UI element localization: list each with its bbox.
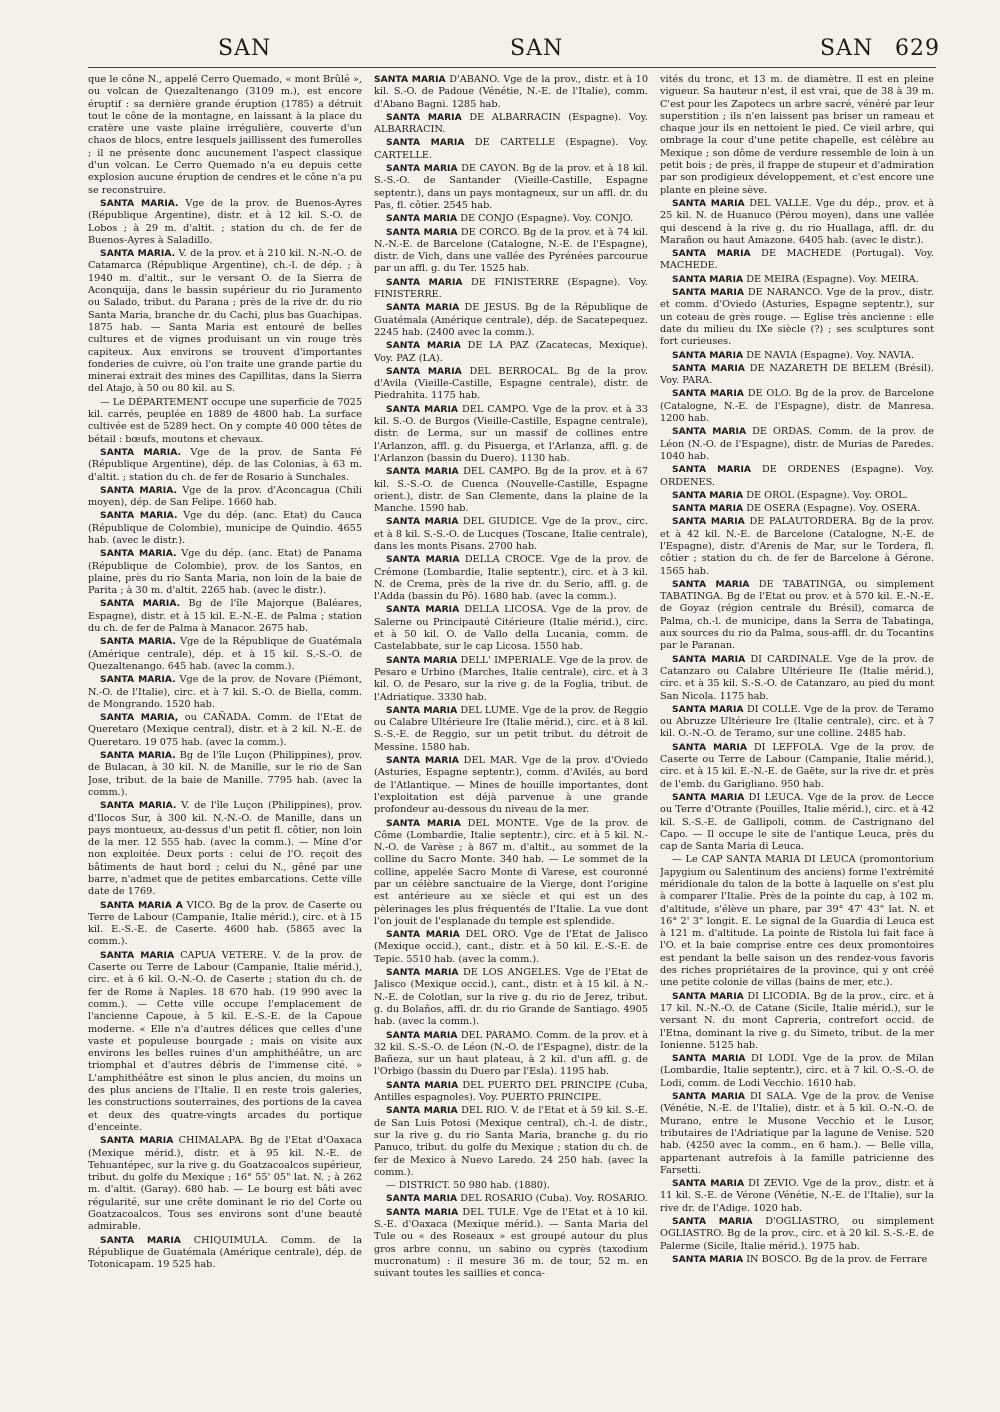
entry-headword: SANTA MARIA. bbox=[100, 750, 176, 762]
entry-headword: SANTA MARIA bbox=[672, 578, 750, 590]
entry-text: D'OGLIASTRO, ou simplement OGLIASTRO. Bg de la prov., circ. et à 20 kil. S.-S.-E. de Palerme (Sicile, Italie mérid.). 1975 hab. bbox=[660, 1216, 934, 1252]
entry-text: Vge du dép. (anc. Etat) de Panama (République de Colombie), prov. de los Santos, en plaine, près du rio Santa Maria, non loin de la baie de Parita ; à 30 m. d'altit. 2265 hab. (avec le distr.). bbox=[88, 548, 362, 597]
entry-text: DE CONJO (Espagne). Voy. CONJO. bbox=[460, 213, 634, 225]
dictionary-entry bbox=[374, 755, 648, 816]
entry-text: DE OSERA (Espagne). Voy. OSERA. bbox=[746, 503, 921, 515]
entry-headword: SANTA MARIA bbox=[386, 604, 460, 616]
dictionary-entry bbox=[374, 1080, 648, 1105]
entry-text: DEL LUME. Vge de la prov. de Reggio ou Calabre Ultérieure Ire (Italie mérid.), circ. et à 8 kil. S.-S.-E. de Reggio, sur un petit tribut. du détroit de Messine. 1580 hab. bbox=[374, 704, 648, 753]
dictionary-entry bbox=[374, 1105, 648, 1179]
entry-headword: SANTA MARIA bbox=[672, 489, 744, 501]
entry-headword: SANTA MARIA bbox=[100, 1234, 181, 1246]
dictionary-entry bbox=[660, 1178, 934, 1215]
entry-headword: SANTA MARIA bbox=[672, 703, 744, 715]
entry-headword: SANTA MARIA bbox=[386, 1206, 459, 1218]
entry-headword: SANTA MARIA. bbox=[100, 598, 181, 610]
entry-text: DI COLLE. Vge de la prov. de Teramo ou Abruzze Ultérieure Ire (Italie centrale), circ. et à 7 kil. O.-N.-O. de Teramo, sur une colline. 2485 hab. bbox=[660, 703, 934, 740]
entry-text: DEL MONTE. Vge de la prov. de Côme (Lombardie, Italie septentr.), circ. et à 5 kil. N.-N.-O. de Varèse ; à 867 m. d'altit., au sommet de la colline du Sacro Monte. 340 hab. — Le sommet de la colline, appelée Sacro Monte di Varese, est couronné par un célèbre sanctuaire de la Vierge, dont l'origine est antérieure au xe siècle et qui est un des pèlerinages les plus fréquentés de l'Italie. La vue dont l'on jouit de l'esplanade du temple est splendide. bbox=[374, 817, 648, 927]
header-center: SAN bbox=[510, 36, 564, 61]
entry-text: DELLA CROCE. Vge de la prov. de Crémone (Lombardie, Italie septentr.), circ. et à 3 kil. N. de Crema, près de la rive dr. du Serio, affl. g. de l'Adda (bassin du Pô). 1680 hab. (avec la comm.). bbox=[374, 554, 648, 603]
entry-headword: SANTA MARIA bbox=[672, 653, 746, 665]
dictionary-entry bbox=[88, 598, 362, 635]
dictionary-entry bbox=[660, 1254, 934, 1266]
dictionary-entry bbox=[374, 554, 648, 603]
entry-headword: SANTA MARIA. bbox=[100, 548, 177, 560]
dictionary-entry bbox=[660, 350, 934, 362]
entry-text: — Le CAP SANTA MARIA DI LEUCA (promontorium Japygium ou Salentinum des anciens) forme l'extrémité méridionale du talon de la botte à laquelle on s'est plu à comparer l'Italie. Près de la pointe du cap, à 102 m. d'altitude, s'élève un phare, par 39° 47' 43" lat. N. et 16° 2' 3" longit. E. Le signal de la Guardia di Leuca est à 121 m. d'altitude. La pointe de Ristola lui fait face à l'O. et la baie comprise entre ces deux promontoires est pendant la belle saison un des rendez-vous favoris des riches propriétaires de la province, qui y ont créé une petite colonie de villas (bains de mer, etc.). bbox=[660, 854, 934, 989]
entry-text: CHIQUIMULA. Comm. de la République de Guatémala (Amérique centrale), dép. de Totonicapam. 19 525 hab. bbox=[88, 1234, 362, 1271]
dictionary-entry bbox=[660, 704, 934, 741]
dictionary-entry bbox=[660, 854, 934, 989]
entry-headword: SANTA MARIA bbox=[672, 273, 744, 285]
entry-text: ou CAÑADA. Comm. de l'Etat de Queretaro (Mexique central), distr. et à 2 kil. N.-E. de Queretaro. 19 075 hab. (avec la comm.). bbox=[88, 712, 362, 748]
entry-text: Vge de la prov. de Novare (Piémont, N.-O. de l'Italie), circ. et à 7 kil. S.-O. de Biella, comm. de Mongrando. 1520 hab. bbox=[88, 674, 362, 710]
entry-headword: SANTA MARIA bbox=[386, 1029, 458, 1041]
entry-headword: SANTA MARIA bbox=[386, 340, 461, 352]
dictionary-entry bbox=[88, 636, 362, 673]
entry-headword: SANTA MARIA bbox=[100, 949, 175, 961]
entry-text: Vge de la prov. d'Aconcagua (Chili moyen), dép. de San Felipe. 1660 hab. bbox=[88, 484, 362, 509]
entry-headword: SANTA MARIA bbox=[672, 426, 747, 438]
entry-headword: SANTA MARIA bbox=[100, 1135, 174, 1147]
dictionary-entry bbox=[374, 366, 648, 403]
entry-headword: SANTA MARIA bbox=[672, 1216, 753, 1228]
entry-headword: SANTA MARIA bbox=[672, 1053, 746, 1065]
dictionary-entry bbox=[88, 712, 362, 749]
entry-headword: SANTA MARIA bbox=[672, 503, 744, 515]
entry-headword: SANTA MARIA A bbox=[100, 899, 183, 911]
dictionary-entry bbox=[88, 1135, 362, 1233]
entry-headword: SANTA MARIA bbox=[672, 197, 745, 209]
entry-headword: SANTA MARIA bbox=[386, 365, 462, 377]
dictionary-entry bbox=[660, 579, 934, 653]
dictionary-entry bbox=[88, 74, 362, 197]
entry-text: DEL MAR. Vge de la prov. d'Oviedo (Asturies, Espagne septentr.), comm. d'Avilés, au bord de l'Atlantique. — Mines de houille importantes, dont l'exploitation est déjà parvenue à une grande profondeur au-dessous du niveau de la mer. bbox=[374, 755, 648, 816]
dictionary-entry bbox=[374, 967, 648, 1028]
dictionary-entry bbox=[374, 705, 648, 754]
dictionary-entry bbox=[660, 1091, 934, 1177]
dictionary-entry bbox=[374, 74, 648, 111]
entry-headword: SANTA MARIA bbox=[672, 990, 744, 1002]
entry-headword: SANTA MARIA bbox=[386, 654, 458, 666]
dictionary-entry bbox=[374, 1180, 648, 1192]
entry-headword: SANTA MARIA. bbox=[100, 510, 178, 522]
entry-text: D'ABANO. Vge de la prov., distr. et à 10 kil. S.-O. de Padoue (Vénétie, N.-E. de l'Italie), comm. d'Abano Bagni. 1285 hab. bbox=[374, 74, 648, 110]
dictionary-entry bbox=[374, 404, 648, 465]
dictionary-entry bbox=[88, 485, 362, 510]
entry-text: DI CARDINALE. Vge de la prov. de Catanzaro ou Calabre Ultérieure IIe (Italie mérid.), circ. et à 35 kil. S.-S.-O. de Catanzaro, au pied du mont San Nicola. 1175 hab. bbox=[660, 653, 934, 702]
entry-text: DE NAZARETH DE BELEM (Brésil). Voy. PARA. bbox=[660, 362, 934, 387]
dictionary-entry bbox=[88, 1235, 362, 1272]
entry-headword: SANTA MARIA bbox=[386, 755, 459, 767]
dictionary-entry bbox=[374, 340, 648, 365]
dictionary-entry bbox=[374, 929, 648, 966]
entry-headword: SANTA MARIA bbox=[386, 466, 459, 478]
dictionary-entry bbox=[374, 1193, 648, 1205]
header-right: SAN bbox=[820, 36, 874, 61]
dictionary-entry bbox=[88, 950, 362, 1134]
dictionary-entry bbox=[660, 198, 934, 247]
entry-headword: SANTA MARIA bbox=[386, 554, 460, 566]
entry-text: DE ORDENES (Espagne). Voy. ORDENES. bbox=[660, 464, 934, 488]
dictionary-entry bbox=[374, 604, 648, 653]
dictionary-entry bbox=[660, 503, 934, 515]
dictionary-entry bbox=[88, 198, 362, 247]
entry-text: DEL RIO. V. de l'Etat et à 59 kil. S.-E. de San Luis Potosi (Mexique central), ch.-l. de distr., sur la rive g. du rio Santa Maria, branche g. du rio Panuco, tribut. du golfe du Mexique ; station du ch. de fer de Mexico à Nuevo Laredo. 24 250 hab. (avec la comm.). bbox=[374, 1105, 648, 1178]
entry-text: DE LA PAZ (Zacatecas, Mexique). Voy. PAZ (LA). bbox=[374, 340, 648, 364]
dictionary-entry bbox=[374, 1207, 648, 1281]
dictionary-entry bbox=[88, 900, 362, 949]
entry-headword: SANTA MARIA bbox=[386, 163, 458, 175]
dictionary-entry bbox=[660, 388, 934, 425]
dictionary-entry bbox=[660, 991, 934, 1052]
entry-text: DE CAYON. Bg de la prov. et à 18 kil. S.-S.-O. de Santander (Vieille-Castille, Espagne septentr.), dans un pays montagneux, sur un affl. dr. du Pas, fl. côtier. 2545 hab. bbox=[374, 163, 648, 211]
entry-text: que le cône N., appelé Cerro Quemado, « mont Brûlé », ou volcan de Quezaltenango (3109 m.), est encore éruptif : sa dernière grande éruption (1785) a détruit tout le cône de la montagne, en laissant à la place du cratère une vaste plaine irrégulière, couverte d'un chaos de blocs, entre lesquels jaillissent des fumerolles ; il ne présente donc aucunement l'aspect classique d'un volcan. Le Cerro Quemado n'a eu depuis cette explosion aucune éruption de cendres et le cône n'a pu se reconstruire. bbox=[88, 74, 362, 196]
entry-headword: SANTA MARIA bbox=[672, 516, 745, 528]
entry-headword: SANTA MARIA. bbox=[100, 636, 176, 648]
dictionary-entry bbox=[374, 213, 648, 225]
running-header bbox=[60, 30, 940, 70]
dictionary-entry bbox=[660, 426, 934, 463]
entry-headword: SANTA MARIA. bbox=[100, 800, 177, 812]
entry-text: DEL GIUDICE. Vge de la prov., circ. et à 8 kil. S.-S.-O. de Lucques (Toscane, Italie centrale), dans les monts Pisans. 2700 hab. bbox=[374, 516, 648, 552]
entry-text: V. de l'île Luçon (Philippines), prov. d'Ilocos Sur, à 300 kil. N.-N.-O. de Manille, dans un pays montueux, au-dessus d'un petit fl. côtier, non loin de la mer. 12 555 hab. (avec la comm.). — Mine d'or non exploitée. Deux ports : celui de l'O. reçoit des bâtiments de haut bord ; celui du N., gêné par une barre, n'admet que de petites embarcations. Cette ville date de 1769. bbox=[88, 800, 362, 898]
entry-headword: SANTA MARIA bbox=[672, 741, 747, 753]
entry-text: DELLA LICOSA. Vge de la prov. de Salerne ou Principauté Citérieure (Italie mérid.), circ. et à 50 kil. O. de Vallo della Lucania, comm. de Castelabbate, sur le cap Licosa. 1550 hab. bbox=[374, 604, 648, 653]
entry-text: DE PALAUTORDERA. Bg de la prov. et à 42 kil. N.-E. de Barcelone (Catalogne, N.-E. de l'Espagne), distr. d'Arenis de Mar, sur le Tordera, fl. côtier ; station du ch. de fer de Barcelone à Gérone. 1565 hab. bbox=[660, 516, 934, 577]
entry-text: DE MEIRA (Espagne). Voy. MEIRA. bbox=[746, 273, 919, 285]
entry-text: IN BOSCO. Bg de la prov. de Ferrare bbox=[746, 1253, 928, 1265]
entry-headword: SANTA MARIA. bbox=[100, 484, 177, 496]
entry-headword: SANTA MARIA bbox=[386, 1079, 459, 1091]
entry-headword: SANTA MARIA bbox=[672, 362, 745, 374]
entry-headword: SANTA MARIA bbox=[386, 1105, 458, 1117]
entry-headword: SANTA MARIA bbox=[672, 1178, 745, 1190]
entry-text: DEL PARAMO. Comm. de la prov. et à 32 kil. S.-S.-O. de Léon (N.-O. de l'Espagne), distr. de la Bañeza, sur un haut plateau, à 2 kil. d'un affl. g. de l'Orbigo (bassin du Duero par l'Esla). 1195 hab. bbox=[374, 1029, 648, 1078]
entry-headword: SANTA MARIA bbox=[386, 1193, 458, 1205]
entry-headword: SANTA MARIA bbox=[386, 276, 463, 288]
entry-text: DE ALBARRACIN (Espagne). Voy. ALBARRACIN. bbox=[374, 111, 648, 136]
entry-headword: SANTA MARIA. bbox=[100, 248, 176, 260]
entry-headword: SANTA MARIA bbox=[672, 349, 744, 361]
entry-headword: SANTA MARIA. bbox=[100, 197, 179, 209]
entry-text: DE MACHEDE (Portugal). Voy. MACHEDE. bbox=[660, 248, 934, 272]
entry-text: CAPUA VETERE. V. de la prov. de Caserte ou Terre de Labour (Campanie, Italie mérid.), circ. et à 6 kil. O.-N.-O. de Caserte ; station du ch. de fer de Rome à Naples. 18 670 hab. (19 990 avec la comm.). — Cette ville occupe l'emplacement de l'ancienne Capoue, à 5 kil. E.-S.-E. de la Capoue moderne. « Elle n'a d'autres délices que celles d'une vaste et populeuse bourgade ; mais on visite aux environs les belles ruines d'un amphithéâtre, un arc triomphal et d'autres débris de l'immense cité. » L'amphithéâtre est sinon le plus ancien, du moins un des plus anciens de l'Italie. Il en reste trois galeries, les constructions souterraines, des portions de la cavea et deux des quatre-vingts arcades du portique d'enceinte. bbox=[88, 949, 362, 1133]
dictionary-entry bbox=[660, 516, 934, 577]
entry-headword: SANTA MARIA bbox=[386, 929, 460, 941]
entry-headword: SANTA MARIA bbox=[672, 791, 745, 803]
header-rule bbox=[88, 67, 936, 68]
entry-text: Vge de la République de Guatémala (Amérique centrale), dép. et à 15 kil. S.-S.-O. de Quezaltenango. 645 hab. (avec la comm.). bbox=[88, 636, 362, 672]
entry-text: V. de la prov. et à 210 kil. N.-N.-O. de Catamarca (République Argentine), ch.-l. de dép. ; à 1940 m. d'altit., sur le versant O. de la Sierra de Aconquija, dans le bassin supérieur du rio Juramento ou Salado, tribut. du Parana ; près de la rive dr. du rio Santa Maria, branche dr. du Cachi, plus bas Guachipas. 1875 hab. — Santa Maria est entouré de belles cultures et de vignes produisant un vin rouge très capiteux. Aux environs se trouvent d'importantes fonderies de cuivre, où l'on traite une grande partie du minerai extrait des mines des Capillitas, dans la Sierra del Atajo, à 50 ou 80 kil. au S. bbox=[88, 248, 362, 395]
entry-headword: SANTA MARIA bbox=[374, 74, 446, 85]
entry-headword: SANTA MARIA bbox=[386, 403, 459, 415]
dictionary-entry bbox=[660, 792, 934, 853]
entry-headword: SANTA MARIA bbox=[386, 967, 459, 979]
entry-headword: SANTA MARIA bbox=[386, 302, 460, 314]
dictionary-entry bbox=[88, 447, 362, 484]
entry-text: DE TABATINGA, ou simplement TABATINGA. Bg de l'Etat ou prov. et à 570 kil. E.-N.-E. de Goyaz (région centrale du Brésil), comarca de Palma, ch.-l. de municipe, dans la Serra de Tabatinga, aux sources du rio da Palma, sous-affl. dr. du Tocantins par le Paranan. bbox=[660, 578, 934, 652]
entry-text: DEL TULE. Vge de l'Etat et à 10 kil. S.-E. d'Oaxaca (Mexique mérid.). — Santa Maria del Tule ou « des Roseaux » est groupé autour du plus gros arbre connu, un sabino ou cyprès (taxodium mucronatum) : il mesure 36 m. de tour, 52 m. en suivant toutes les saillies et conca- bbox=[374, 1206, 648, 1280]
entry-text: vités du tronc, et 13 m. de diamètre. Il est en pleine vigueur. Sa hauteur n'est, il est vrai, que de 38 à 39 m. C'est pour les Zapotecs un arbre sacré, vénéré par leur superstition ; ils n'en laissent pas briser un rameau et chaque jour ils en nettoient le pied. Ce vieil arbre, qui ombrage la cour d'une petite chapelle, est célèbre au Mexique ; son dôme de verdure ressemble de loin à un petit bois ; de près, il frappe de stupeur et d'admiration par son prodigieux développement, et c'est encore une plante en pleine sève. bbox=[660, 74, 934, 196]
entry-text: DEL CAMPO. Vge de la prov. et à 33 kil. S.-O. de Burgos (Vieille-Castille, Espagne centrale), distr. de Lerma, sur un massif de collines entre l'Arlanzon, affl. g. du Pisuerga, et l'Arlanza, affl. g. de l'Arlanzon (bassin du Duero). 1130 hab. bbox=[374, 403, 648, 464]
dictionary-entry bbox=[374, 163, 648, 212]
dictionary-entry bbox=[660, 1216, 934, 1253]
entry-text: DEL ORO. Vge de l'Etat de Jalisco (Mexique occid.), cant., distr. et à 50 kil. E.-S.-E. de Tepic. 5510 hab. (avec la comm.). bbox=[374, 929, 648, 965]
entry-text: Vge de la prov. de Santa Fé (République Argentine), dép. de las Colonias, à 63 m. d'altit. ; station du ch. de fer de Rosario à Sunchales. bbox=[88, 446, 362, 483]
dictionary-entry bbox=[88, 750, 362, 799]
entry-text: DI SALA. Vge de la prov. de Venise (Vénétie, N.-E. de l'Italie), distr. et à 5 kil. O.-N.-O. de Murano, entre le Musone Vecchio et le Lusor, tributaires de l'Adriatique par la lagune de Venise. 520 hab. (4250 avec la comm., en 6 ham.). — Belle villa, appartenant autrefois à la famille patricienne des Farsetti. bbox=[660, 1091, 934, 1176]
entry-text: DE FINISTERRE (Espagne). Voy. FINISTERRE. bbox=[374, 276, 648, 301]
entry-text: DEL VALLE. Vge du dép., prov. et à 25 kil. N. de Huanuco (Pérou moyen), dans une vallée qui descend à la rive g. du rio Huallaga, affl. dr. du Marañon ou haut Amazone. 6405 hab. (avec le distr.). bbox=[660, 197, 934, 246]
entry-headword: SANTA MARIA bbox=[672, 287, 744, 299]
entry-text: — DISTRICT. 50 980 hab. (1880). bbox=[386, 1180, 550, 1192]
dictionary-entry bbox=[88, 510, 362, 547]
entry-text: DEL CAMPO. Bg de la prov. et à 67 kil. S.-S.-O. de Cuenca (Nouvelle-Castille, Espagne orient.), distr. de San Clemente, dans la plaine de la Manche. 1590 hab. bbox=[374, 466, 648, 515]
entry-text: DEL BERROCAL. Bg de la prov. d'Avila (Vieille-Castille, Espagne centrale), distr. de Piedrahita. 1175 hab. bbox=[374, 365, 648, 402]
entry-text: DEL ROSARIO (Cuba). Voy. ROSARIO. bbox=[460, 1193, 648, 1205]
header-left: SAN bbox=[218, 36, 272, 61]
entry-headword: SANTA MARIA. bbox=[100, 446, 182, 458]
entry-text: DEL PUERTO DEL PRINCIPE (Cuba, Antilles espagnoles). Voy. PUERTO PRINCIPE. bbox=[374, 1079, 648, 1104]
dictionary-entry bbox=[374, 302, 648, 339]
entry-headword: SANTA MARIA bbox=[672, 464, 752, 476]
entry-headword: SANTA MARIA bbox=[386, 137, 465, 149]
entry-headword: SANTA MARIA bbox=[672, 248, 751, 260]
dictionary-entry bbox=[660, 363, 934, 388]
entry-text: DE OROL (Espagne). Voy. OROL. bbox=[746, 489, 908, 501]
entry-headword: SANTA MARIA bbox=[386, 516, 459, 528]
dictionary-entry bbox=[374, 516, 648, 553]
dictionary-entry bbox=[660, 248, 934, 273]
dictionary-entry bbox=[374, 137, 648, 162]
entry-text: DE CORCO. Bg de la prov. et à 74 kil. N.-N.-E. de Barcelone (Catalogne, N.-E. de l'Espagne), distr. de Vich, dans une vallée des Pyrénées parcourue par un affl. g. du Ter. 1525 hab. bbox=[374, 226, 648, 275]
dictionary-entry bbox=[660, 274, 934, 286]
text-columns bbox=[88, 74, 936, 1394]
entry-text: DI ZEVIO. Vge de la prov., distr. et à 11 kil. S.-E. de Vérone (Vénétie, N.-E. de l'Italie), sur la rive dr. de l'Adige. 1020 hab. bbox=[660, 1178, 934, 1214]
entry-text: Bg de l'île Luçon (Philippines), prov. de Bulacan, à 30 kil. N. de Manille, sur le rio de San Jose, tribut. de la baie de Manille. 7795 hab. (avec la comm.). bbox=[88, 750, 362, 798]
entry-text: DE OLO. Bg de la prov. de Barcelone (Catalogne, N.-E. de l'Espagne), distr. de Manresa. 1200 hab. bbox=[660, 388, 934, 425]
entry-text: DE ORDAS. Comm. de la prov. de Léon (N.-O. de l'Espagne), distr. de Murias de Paredes. 1040 hab. bbox=[660, 426, 934, 462]
dictionary-entry bbox=[88, 397, 362, 446]
entry-headword: SANTA MARIA, bbox=[100, 712, 179, 724]
entry-headword: SANTA MARIA bbox=[386, 111, 462, 123]
entry-text: DI LICODIA. Bg de la prov., circ. et à 17 kil. N.-N.-O. de Catane (Sicile, Italie mérid.), sur le versant N. du mont Capreria, contrefort occid. de l'Etna, dominant la rive g. du Simeto, tribut. de la mer Ionienne. 5125 hab. bbox=[660, 990, 934, 1051]
entry-headword: SANTA MARIA bbox=[386, 704, 458, 716]
entry-text: DI LEFFOLA. Vge de la prov. de Caserte ou Terre de Labour (Campanie, Italie mérid.), circ. et à 15 kil. E.-N.-E. de Gaëte, sur la rive dr. et près de l'emb. du Garigliano. 950 hab. bbox=[660, 741, 934, 790]
entry-headword: SANTA MARIA bbox=[386, 817, 461, 829]
dictionary-entry bbox=[660, 654, 934, 703]
dictionary-entry bbox=[374, 227, 648, 276]
entry-text: CHIMALAPA. Bg de l'Etat d'Oaxaca (Mexique mérid.), distr. et à 95 kil. N.-E. de Tehuantépec, sur la rive g. du Goatzacoalcos supérieur, tribut. du golfe du Mexique ; 16° 55' 05" lat. N. ; à 262 m. d'altit. (Garay). 680 hab. — Le bourg est bâti avec régularité, sur une crête dominant le rio del Corte ou Goatzacoalcos. Tous ses environs sont d'une beauté admirable. bbox=[88, 1135, 362, 1233]
entry-headword: SANTA MARIA bbox=[672, 1091, 746, 1103]
dictionary-entry bbox=[660, 74, 934, 197]
column-3 bbox=[660, 74, 934, 1394]
dictionary-entry bbox=[660, 742, 934, 791]
entry-text: DE CARTELLE (Espagne). Voy. CARTELLE. bbox=[374, 137, 648, 161]
dictionary-entry bbox=[660, 1053, 934, 1090]
entry-text: DI LODI. Vge de la prov. de Milan (Lombardie, Italie septentr.), circ. et à 7 kil. O.-S.-O. de Lodi, comm. de Lodi Vecchio. 1610 hab. bbox=[660, 1053, 934, 1089]
entry-text: DE NARANCO. Vge de la prov., distr. et comm. d'Oviedo (Asturies, Espagne septentr.), sur un coteau de grès rouge. — Eglise très ancienne : elle date du milieu du IXe siècle (?) ; ses sculptures sont fort curieuses. bbox=[660, 287, 934, 348]
entry-text: DE LOS ANGELES. Vge de l'Etat de Jalisco (Mexique occid.), cant., distr. et à 15 kil. à N.-N.-E. de Colotlan, sur la rive g. du rio de Jerez, tribut. g. du Bolaños, affl. dr. du rio Grande de Santiago. 4905 hab. (avec la comm.). bbox=[374, 967, 648, 1028]
dictionary-entry bbox=[660, 464, 934, 489]
dictionary-entry bbox=[374, 466, 648, 515]
dictionary-entry bbox=[660, 287, 934, 348]
dictionary-entry bbox=[374, 277, 648, 302]
entry-text: DE JESUS. Bg de la République de Guatémala (Amérique centrale), dép. de Sacatepequez. 2245 hab. (2400 avec la comm.). bbox=[374, 302, 648, 338]
entry-text: DE NAVIA (Espagne). Voy. NAVIA. bbox=[746, 349, 915, 361]
entry-headword: SANTA MARIA. bbox=[100, 674, 176, 686]
dictionary-entry bbox=[374, 818, 648, 929]
dictionary-entry bbox=[374, 112, 648, 137]
entry-headword: SANTA MARIA bbox=[386, 226, 458, 238]
column-1 bbox=[88, 74, 362, 1394]
page-number: 629 bbox=[895, 36, 940, 61]
entry-text: Bg de l'île Majorque (Baléares, Espagne), distr. et à 15 kil. E.-N.-E. de Palma ; station du ch. de fer de Palma à Manacor. 2675 hab. bbox=[88, 598, 362, 635]
dictionary-entry bbox=[88, 674, 362, 711]
dictionary-entry bbox=[88, 548, 362, 597]
entry-text: VICO. Bg de la prov. de Caserte ou Terre de Labour (Campanie, Italie mérid.), circ. et à 15 kil. E.-S.-E. de Caserte. 4600 hab. (5865 avec la comm.). bbox=[88, 899, 362, 948]
entry-text: DELL' IMPERIALE. Vge de la prov. de Pesaro e Urbino (Marches, Italie centrale), circ. et à 3 kil. O. de Pesaro, sur la rive g. de la Foglia, tribut. de l'Adriatique. 3330 hab. bbox=[374, 654, 648, 703]
dictionary-entry bbox=[88, 800, 362, 898]
entry-headword: SANTA MARIA bbox=[386, 213, 458, 225]
dictionary-entry bbox=[374, 655, 648, 704]
dictionary-entry bbox=[660, 490, 934, 502]
dictionary-entry bbox=[88, 248, 362, 396]
entry-text: Vge de la prov. de Buenos-Ayres (République Argentine), distr. et à 12 kil. S.-O. de Lobos ; à 29 m. d'altit. ; station du ch. de fer de Buenos-Ayres à Saladillo. bbox=[88, 197, 362, 246]
dictionary-entry bbox=[374, 1030, 648, 1079]
entry-headword: SANTA MARIA bbox=[672, 388, 744, 400]
entry-text: — Le DÉPARTEMENT occupe une superficie de 7025 kil. carrés, peuplée en 1889 de 4800 hab. La surface cultivée est de 5289 hect. On y compte 40 000 têtes de bétail : bœufs, moutons et chevaux. bbox=[88, 396, 362, 445]
entry-headword: SANTA MARIA bbox=[672, 1253, 744, 1265]
entry-text: Vge du dép. (anc. Etat) du Cauca (République de Colombie), municipe de Quindio. 4655 hab. (avec le distr.). bbox=[88, 510, 362, 546]
entry-text: DI LEUCA. Vge de la prov. de Lecce ou Terre d'Otrante (Pouilles, Italie mérid.), circ. et à 42 kil. S.-S.-E. de Gallipoli, comm. de Castrignano del Capo. — Il occupe le site de l'antique Leuca, près du cap de Santa Maria di Leuca. bbox=[660, 791, 934, 853]
column-2 bbox=[374, 74, 648, 1394]
